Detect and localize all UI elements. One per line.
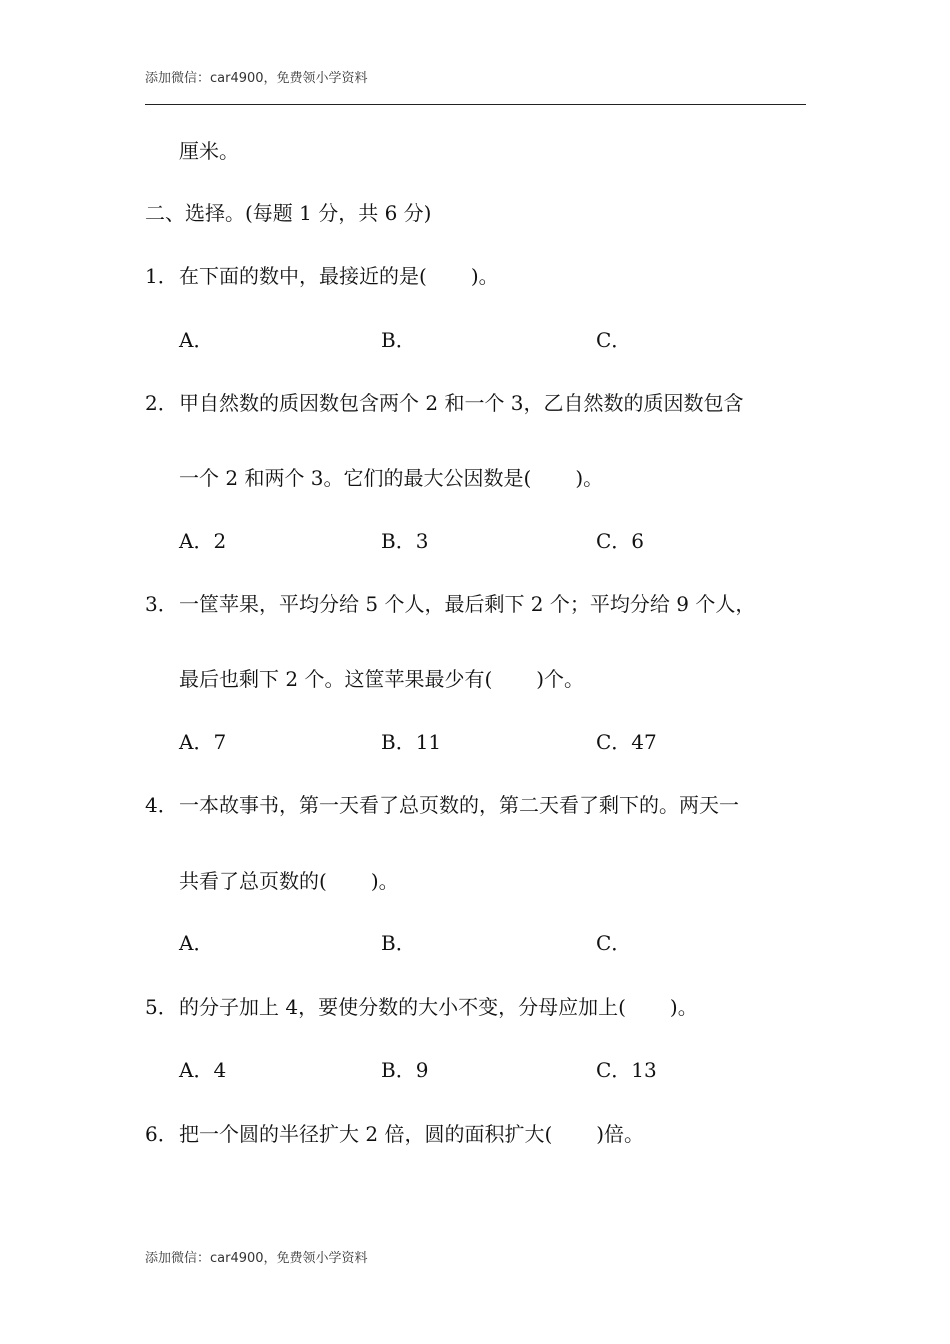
option-a[interactable]: A．2	[179, 529, 227, 553]
question-text: 最后也剩下 2 个。这筐苹果最少有(	[179, 667, 493, 691]
question-number: 1．	[145, 264, 178, 288]
question-text: 共看了总页数的(	[179, 869, 327, 893]
question-text: 一个 2 和两个 3。它们的最大公因数是(	[179, 466, 532, 490]
question-text-end: )。	[575, 466, 604, 490]
question-text: 一筐苹果，平均分给 5 个人，最后剩下 2 个；平均分给 9 个人，	[179, 592, 756, 616]
question-text-end: )倍。	[596, 1122, 645, 1146]
option-a[interactable]: A．	[179, 931, 214, 955]
option-c[interactable]: C．	[596, 931, 632, 955]
question-2-continued	[179, 466, 603, 490]
question-text-end: )。	[370, 869, 399, 893]
option-c[interactable]: C．	[596, 328, 632, 352]
option-c[interactable]: C．47	[596, 730, 657, 754]
question-text-end: )个。	[536, 667, 585, 691]
option-b[interactable]: B．3	[381, 529, 429, 553]
question-number: 6．	[145, 1122, 178, 1146]
question-5	[145, 995, 698, 1019]
option-b[interactable]: B．11	[381, 730, 442, 754]
section-title: 二、选择。(每题 1 分，共 6 分)	[145, 201, 432, 225]
question-number: 5．	[145, 995, 178, 1019]
option-a[interactable]: A．4	[179, 1058, 227, 1082]
page-header: 添加微信：car4900，免费领小学资料	[145, 71, 368, 86]
question-text: 的分子加上 4，要使分数的大小不变，分母应加上(	[179, 995, 626, 1019]
question-6	[145, 1122, 644, 1146]
option-c[interactable]: C．13	[596, 1058, 657, 1082]
question-text: 在下面的数中，最接近的是(	[179, 264, 427, 288]
question-4-continued	[179, 869, 399, 893]
question-number: 2．	[145, 391, 178, 415]
option-a[interactable]: A．7	[179, 730, 227, 754]
question-text: 把一个圆的半径扩大 2 倍，圆的面积扩大(	[179, 1122, 553, 1146]
question-text-end: )。	[470, 264, 499, 288]
question-number: 4．	[145, 793, 178, 817]
option-a[interactable]: A．	[179, 328, 214, 352]
option-c[interactable]: C．6	[596, 529, 645, 553]
option-b[interactable]: B．	[381, 931, 416, 955]
question-3-continued	[179, 667, 584, 691]
header-divider	[145, 104, 806, 105]
option-b[interactable]: B．9	[381, 1058, 429, 1082]
page-footer: 添加微信：car4900，免费领小学资料	[145, 1251, 368, 1266]
question-1	[145, 264, 499, 288]
question-text: 一本故事书，第一天看了总页数的，第二天看了剩下的。两天一	[179, 793, 739, 817]
question-text-end: )。	[669, 995, 698, 1019]
intro-text: 厘米。	[179, 139, 239, 163]
option-b[interactable]: B．	[381, 328, 416, 352]
question-4	[145, 793, 739, 817]
question-number: 3．	[145, 592, 178, 616]
question-2	[145, 391, 744, 415]
question-text: 甲自然数的质因数包含两个 2 和一个 3，乙自然数的质因数包含	[179, 391, 744, 415]
question-3	[145, 592, 755, 616]
